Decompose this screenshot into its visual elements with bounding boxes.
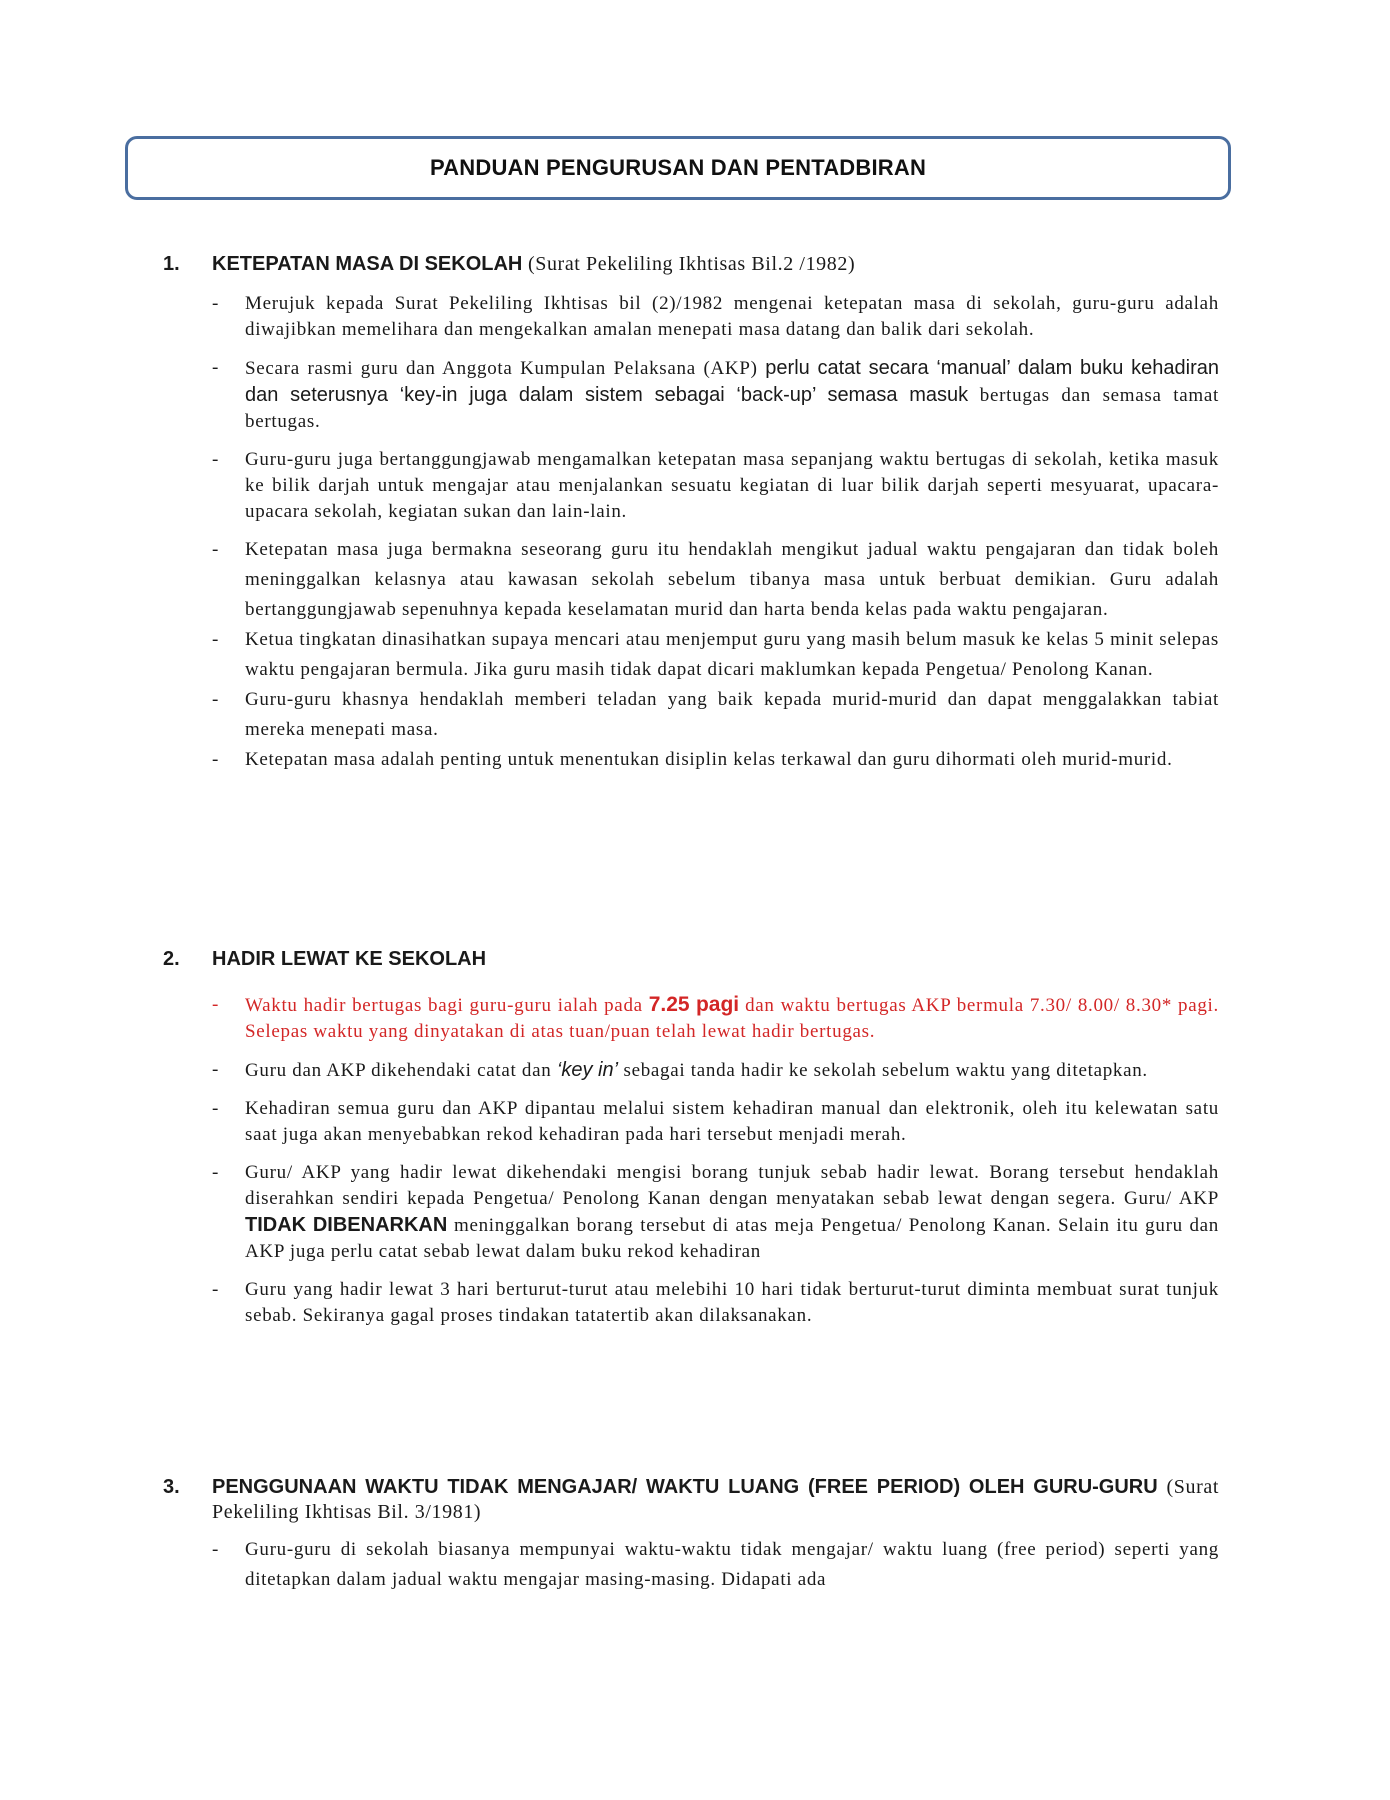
list-item	[163, 535, 1219, 625]
bullet-dash: -	[212, 539, 220, 560]
section-title: PENGGUNAAN WAKTU TIDAK MENGAJAR/ WAKTU LUANG (FREE PERIOD) OLEH GURU-GURU	[212, 1476, 1158, 1498]
list-item	[163, 992, 1219, 1045]
list-item	[163, 355, 1219, 435]
section-number: 2.	[163, 948, 180, 970]
item-text: bertugas dan semasa tamat bertugas.	[245, 385, 1219, 432]
list-item	[163, 291, 1219, 343]
section-reference: (Surat Pekeliling Ikhtisas Bil.2 /1982)	[522, 253, 856, 275]
list-item	[163, 447, 1219, 525]
bullet-dash: -	[212, 1162, 220, 1183]
item-text: Guru-guru di sekolah biasanya mempunyai waktu-waktu tidak mengajar/ waktu luang (free period) seperti yang ditetapkan dalam jadual waktu mengajar masing-masing. Didapati ada	[245, 1539, 1219, 1590]
bullet-dash: -	[212, 357, 220, 378]
item-text: Secara rasmi guru dan Anggota Kumpulan Pelaksana (AKP)	[245, 358, 766, 379]
section-heading	[163, 252, 1219, 277]
bullet-dash: -	[212, 689, 220, 710]
list-item	[163, 685, 1219, 745]
list-item	[163, 625, 1219, 685]
item-text: Kehadiran semua guru dan AKP dipantau melalui sistem kehadiran manual dan elektronik, oleh itu kelewatan satu saat juga akan menyebabkan rekod kehadiran pada hari tersebut menjadi merah.	[245, 1098, 1219, 1145]
bullet-dash: -	[212, 629, 220, 650]
list-item	[163, 1277, 1219, 1329]
section-reference: (Surat Pekeliling Ikhtisas Bil. 3/1981)	[212, 1476, 1220, 1523]
section-title: HADIR LEWAT KE SEKOLAH	[212, 948, 487, 970]
item-text: Guru/ AKP yang hadir lewat dikehendaki mengisi borang tunjuk sebab hadir lewat. Borang tersebut hendaklah diserahkan sendiri kepada Pengetua/ Penolong Kanan dengan menyatakan sebab lewat dengan segera. Guru/ AKP	[245, 1162, 1219, 1209]
item-emphasis: perlu catat secara ‘manual’ dalam buku kehadiran dan seterusnya ‘key-in juga dalam sistem sebagai ‘back-up’ semasa masuk	[245, 357, 1219, 406]
page-title: PANDUAN PENGURUSAN DAN PENTADBIRAN	[429, 155, 927, 180]
bullet-dash: -	[212, 1279, 220, 1300]
bullet-dash: -	[212, 293, 220, 314]
bullet-dash: -	[212, 1539, 220, 1560]
item-highlight: ‘key in’	[556, 1059, 619, 1081]
bullet-dash: -	[212, 1098, 220, 1119]
section-number: 3.	[163, 1476, 180, 1498]
item-text: Guru dan AKP dikehendaki catat dan	[245, 1060, 557, 1081]
item-text: Guru yang hadir lewat 3 hari berturut-turut atau melebihi 10 hari tidak berturut-turut diminta membuat surat tunjuk sebab. Sekiranya gagal proses tindakan tatatertib akan dilaksanakan.	[245, 1279, 1219, 1326]
section-heading	[163, 947, 1219, 972]
item-text: Guru-guru khasnya hendaklah memberi teladan yang baik kepada murid-murid dan dapat menggalakkan tabiat mereka menepati masa.	[245, 689, 1219, 740]
list-item	[163, 745, 1219, 775]
bullet-dash: -	[212, 1059, 220, 1080]
list-item	[163, 1096, 1219, 1148]
section-title: KETEPATAN MASA DI SEKOLAH	[212, 253, 523, 275]
bullet-dash: -	[212, 994, 220, 1015]
item-text: Ketua tingkatan dinasihatkan supaya mencari atau menjemput guru yang masih belum masuk ke kelas 5 minit selepas waktu pengajaran bermula. Jika guru masih tidak dapat dicari maklumkan kepada Pengetua/ Penolong Kanan.	[245, 629, 1219, 680]
bullet-dash: -	[212, 749, 220, 770]
section-3	[163, 1475, 1219, 1595]
list-item	[163, 1057, 1219, 1084]
section-1	[163, 252, 1219, 775]
item-highlight: TIDAK DIBENARKAN	[245, 1214, 448, 1236]
item-text: meninggalkan borang tersebut di atas meja Pengetua/ Penolong Kanan. Selain itu guru dan AKP juga perlu catat sebab lewat dalam buku rekod kehadiran	[245, 1215, 1219, 1262]
bullet-dash: -	[212, 449, 220, 470]
item-text: Merujuk kepada Surat Pekeliling Ikhtisas bil (2)/1982 mengenai ketepatan masa di sekolah, guru-guru adalah diwajibkan memelihara dan mengekalkan amalan menepati masa datang dan balik dari sekolah.	[245, 293, 1219, 340]
item-text: Guru-guru juga bertanggungjawab mengamalkan ketepatan masa sepanjang waktu bertugas di sekolah, ketika masuk ke bilik darjah untuk mengajar atau menjalankan sesuatu kegiatan di luar bilik darjah seperti mesyuarat, upacara-upacara sekolah, kegiatan sukan dan lain-lain.	[245, 449, 1219, 522]
section-number: 1.	[163, 253, 180, 275]
list-item	[163, 1160, 1219, 1265]
item-text: dan waktu bertugas AKP bermula 7.30/ 8.00/ 8.30* pagi. Selepas waktu yang dinyatakan di atas tuan/puan telah lewat hadir bertugas.	[245, 995, 1219, 1042]
section-heading	[163, 1475, 1219, 1525]
list-item	[163, 1535, 1219, 1595]
item-text: Ketepatan masa juga bermakna seseorang guru itu hendaklah mengikut jadual waktu pengajaran dan tidak boleh meninggalkan kelasnya atau kawasan sekolah sebelum tibanya masa untuk berbuat demikian. Guru adalah bertanggungjawab sepenuhnya kepada keselamatan murid dan harta benda kelas pada waktu pengajaran.	[245, 539, 1219, 620]
item-text: Waktu hadir bertugas bagi guru-guru ialah pada	[245, 995, 649, 1016]
section-2	[163, 947, 1219, 1329]
item-highlight: 7.25 pagi	[648, 993, 740, 1016]
item-text: Ketepatan masa adalah penting untuk menentukan disiplin kelas terkawal dan guru dihormati oleh murid-murid.	[245, 749, 1173, 770]
title-frame	[125, 136, 1231, 200]
item-text: sebagai tanda hadir ke sekolah sebelum waktu yang ditetapkan.	[618, 1060, 1148, 1081]
